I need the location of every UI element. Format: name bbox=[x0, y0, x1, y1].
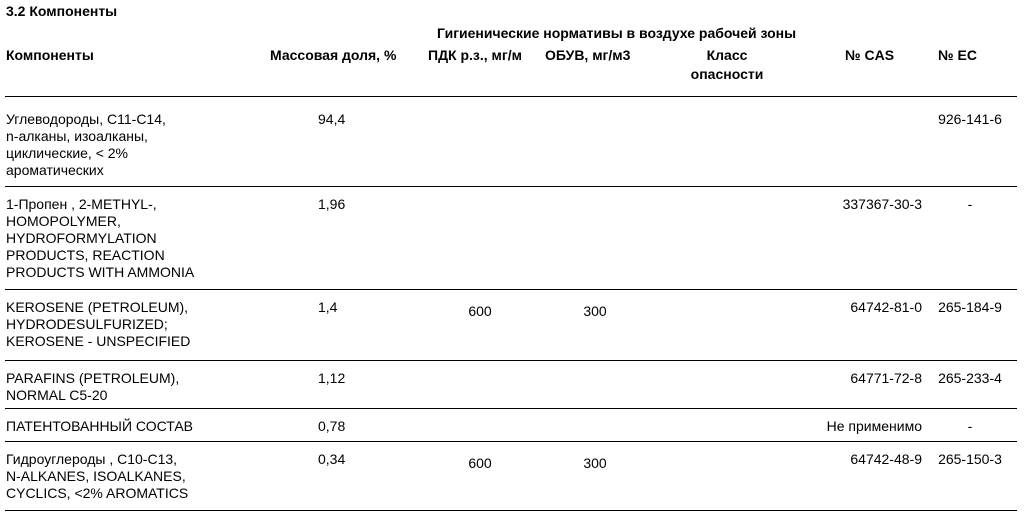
cell-cas: Не применимо bbox=[826, 418, 922, 434]
component-name-line: HYDRODESULFURIZED; bbox=[6, 316, 168, 332]
cell-mass: 0,78 bbox=[318, 418, 346, 434]
col-header-pdk: ПДК р.з., мг/м bbox=[428, 47, 522, 63]
component-name-line: 1-Пропен , 2-METHYL-, bbox=[6, 196, 157, 212]
col-header-mass-fraction: Массовая доля, % bbox=[270, 47, 397, 63]
row-divider bbox=[5, 186, 1017, 187]
component-name-line: ароматических bbox=[6, 162, 104, 178]
cell-cas: 64771-72-8 bbox=[850, 370, 922, 386]
component-name-line: KEROSENE - UNSPECIFIED bbox=[6, 333, 191, 349]
component-name bbox=[6, 196, 261, 281]
cell-mass: 1,4 bbox=[318, 299, 338, 315]
cell-mass: 1,96 bbox=[318, 196, 346, 212]
row-divider bbox=[5, 360, 1017, 361]
cell-pdk: 600 bbox=[468, 455, 492, 471]
cell-mass: 94,4 bbox=[318, 111, 346, 127]
component-name bbox=[6, 299, 261, 350]
component-name-line: Гидроуглероды , C10-C13, bbox=[6, 451, 178, 467]
col-header-ec: № ЕС bbox=[938, 47, 977, 63]
cell-cas: 64742-81-0 bbox=[850, 299, 922, 315]
component-name-line: NORMAL C5-20 bbox=[6, 387, 108, 403]
cell-cas: 64742-48-9 bbox=[850, 451, 922, 467]
section-title: 3.2 Компоненты bbox=[6, 3, 118, 19]
row-divider bbox=[5, 510, 1017, 511]
cell-ec: 265-150-3 bbox=[938, 451, 1002, 467]
component-name-line: ПАТЕНТОВАННЫЙ СОСТАВ bbox=[6, 418, 193, 434]
row-divider bbox=[5, 441, 1017, 442]
row-divider bbox=[5, 289, 1017, 290]
col-header-hazard-class bbox=[682, 47, 772, 83]
cell-mass: 1,12 bbox=[318, 370, 346, 386]
component-name-line: PARAFINS (PETROLEUM), bbox=[6, 370, 180, 386]
row-divider bbox=[5, 408, 1017, 409]
component-name-line: CYCLICS, <2% AROMATICS bbox=[6, 485, 189, 501]
col-header-components: Компоненты bbox=[6, 47, 94, 63]
component-name bbox=[6, 111, 261, 179]
cell-cas: 337367-30-3 bbox=[842, 196, 922, 212]
header-divider bbox=[5, 96, 1017, 97]
cell-obuv: 300 bbox=[583, 455, 607, 471]
component-name-line: циклические, < 2% bbox=[6, 145, 129, 161]
component-name bbox=[6, 451, 261, 502]
component-name-line: Углеводороды, C11-C14, bbox=[6, 111, 166, 127]
col-header-hazard-class-line2: опасности bbox=[690, 66, 764, 82]
component-name-line: n-алканы, изоалканы, bbox=[6, 128, 148, 144]
component-name-line: PRODUCTS WITH AMMONIA bbox=[6, 264, 195, 280]
component-name-line: HYDROFORMYLATION bbox=[6, 230, 157, 246]
component-name bbox=[6, 370, 261, 404]
cell-ec: - bbox=[967, 196, 973, 212]
cell-ec: - bbox=[967, 418, 973, 434]
component-name bbox=[6, 418, 261, 435]
cell-mass: 0,34 bbox=[318, 451, 346, 467]
cell-pdk: 600 bbox=[468, 303, 492, 319]
group-header: Гигиенические нормативы в воздухе рабочей зоны bbox=[437, 25, 797, 41]
col-header-obuv: ОБУВ, мг/м3 bbox=[545, 47, 631, 63]
component-name-line: KEROSENE (PETROLEUM), bbox=[6, 299, 189, 315]
cell-ec: 265-184-9 bbox=[938, 299, 1002, 315]
col-header-cas: № CAS bbox=[845, 47, 895, 63]
col-header-hazard-class-line1: Класс bbox=[706, 47, 748, 63]
cell-ec: 926-141-6 bbox=[938, 111, 1002, 127]
cell-obuv: 300 bbox=[583, 303, 607, 319]
component-name-line: PRODUCTS, REACTION bbox=[6, 247, 165, 263]
cell-ec: 265-233-4 bbox=[938, 370, 1002, 386]
component-name-line: HOMOPOLYMER, bbox=[6, 213, 121, 229]
component-name-line: N-ALKANES, ISOALKANES, bbox=[6, 468, 186, 484]
